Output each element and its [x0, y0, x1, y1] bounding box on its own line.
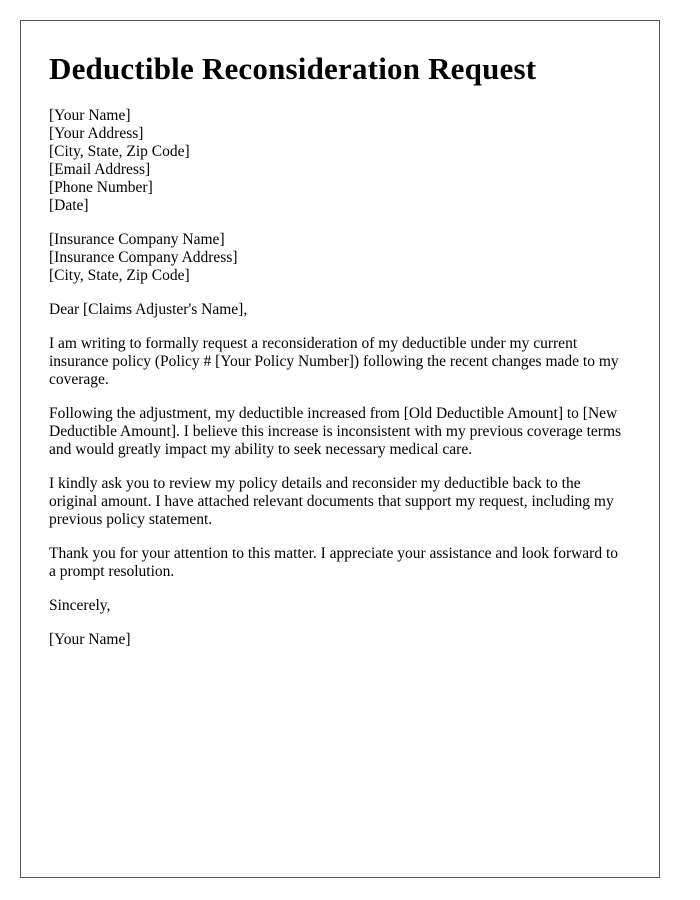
body-paragraph-1: I am writing to formally request a reconsideration of my deductible under my current insurance policy (Policy # [Your Policy Number]) following the recent changes made to my coverage. — [49, 335, 619, 388]
letter-page — [20, 20, 660, 878]
sender-address: [Your Address] — [49, 125, 144, 142]
salutation: Dear [Claims Adjuster's Name], — [49, 301, 248, 318]
recipient-block — [49, 231, 631, 285]
body-paragraph-4: Thank you for your attention to this matter. I appreciate your assistance and look forward to a prompt resolution. — [49, 545, 619, 580]
sender-block — [49, 107, 631, 215]
signature: [Your Name] — [49, 631, 131, 648]
sender-city-state-zip: [City, State, Zip Code] — [49, 143, 190, 160]
sender-phone: [Phone Number] — [49, 179, 153, 196]
recipient-city-state-zip: [City, State, Zip Code] — [49, 267, 190, 284]
letter-title: Deductible Reconsideration Request — [49, 51, 537, 86]
sender-name: [Your Name] — [49, 107, 131, 124]
recipient-company: [Insurance Company Name] — [49, 231, 225, 248]
body-paragraph-2: Following the adjustment, my deductible increased from [Old Deductible Amount] to [New Deductible Amount]. I believe this increase is inconsistent with my previous coverage terms and would greatly impact my ability to seek necessary medical care. — [49, 405, 622, 458]
sender-email: [Email Address] — [49, 161, 151, 178]
recipient-address: [Insurance Company Address] — [49, 249, 238, 266]
sender-date: [Date] — [49, 197, 89, 214]
body-paragraph-3: I kindly ask you to review my policy details and reconsider my deductible back to the original amount. I have attached relevant documents that support my request, including my previous policy statement. — [49, 475, 614, 528]
closing: Sincerely, — [49, 597, 111, 614]
